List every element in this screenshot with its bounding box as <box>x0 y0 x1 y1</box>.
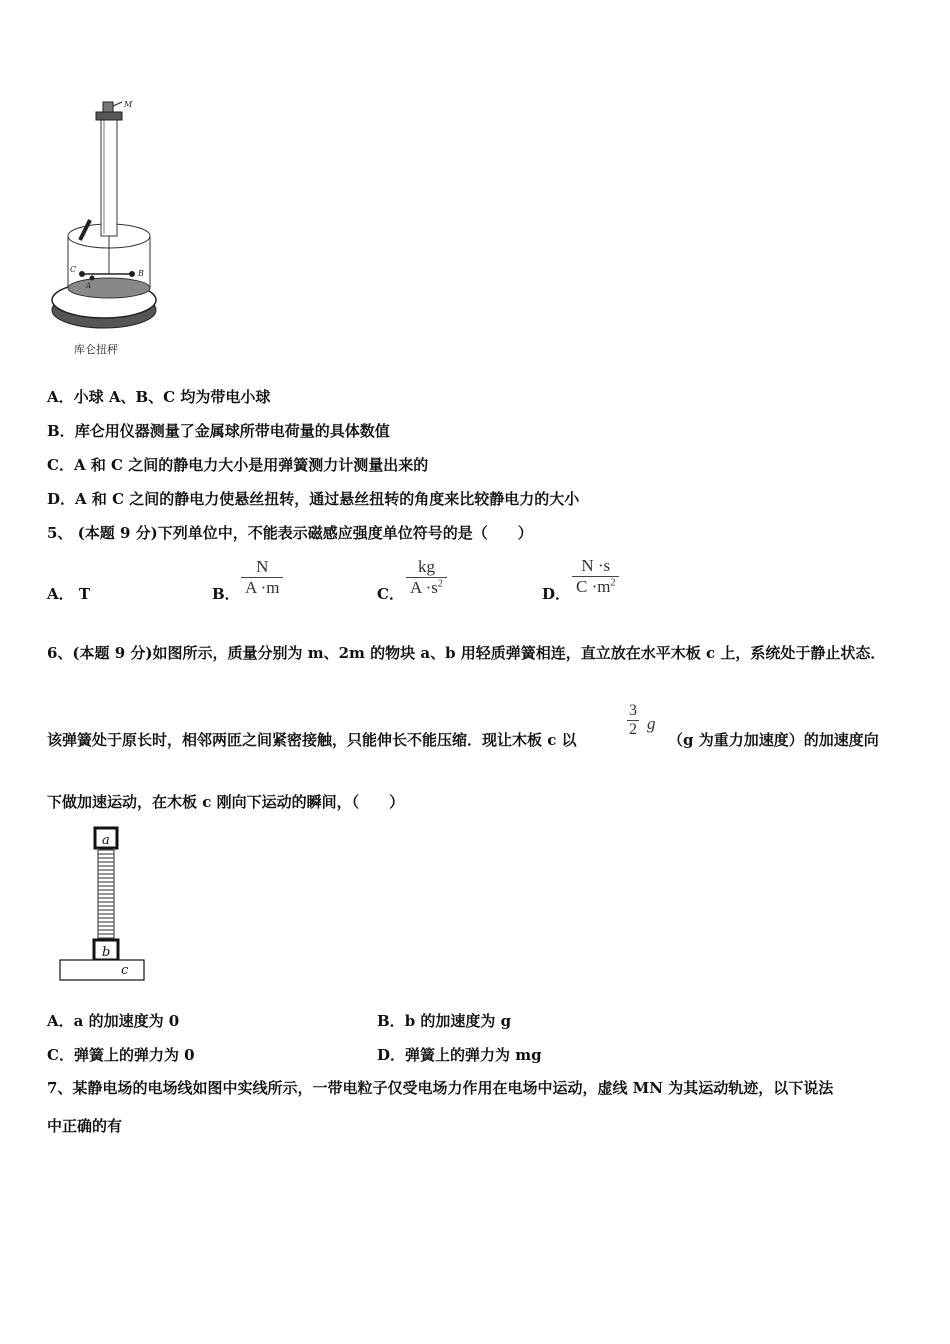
q6-option-d: D．弹簧上的弹力为 mg <box>377 1046 542 1064</box>
q6-option-c: C．弹簧上的弹力为 0 <box>47 1046 195 1064</box>
fig-label-b: b <box>102 945 111 960</box>
figure1-caption: 库仑扭秤 <box>74 343 118 356</box>
label-B: B <box>138 269 144 278</box>
label-M: M <box>124 100 133 109</box>
q6-line2-before: 该弹簧处于原长时，相邻两匝之间紧密接触，只能伸长不能压缩．现让木板 c 以 <box>47 731 577 749</box>
fig-label-a: a <box>102 833 110 848</box>
board-c <box>60 960 144 980</box>
q4-option-c: C．A 和 C 之间的静电力大小是用弹簧测力计测量出来的 <box>47 456 429 474</box>
q5-option-d-fraction: N ·s $C \cdot m^2$ <box>572 556 619 597</box>
q4-option-a: A．小球 A、B、C 均为带电小球 <box>47 388 271 406</box>
spring <box>98 848 114 940</box>
q6-option-a: A．a 的加速度为 0 <box>47 1012 180 1030</box>
q7-line2: 中正确的有 <box>47 1117 123 1135</box>
q5-option-c-fraction: kg $A \cdot s^2$ <box>406 557 447 598</box>
q6-fraction-g: g <box>647 714 656 733</box>
q5-stem: 5、 (本题 9 分)下列单位中，不能表示磁感应强度单位符号的是（ ） <box>47 524 533 542</box>
torsion-balance-figure <box>46 98 166 360</box>
suspension-tube <box>101 118 117 236</box>
q6-option-b: B．b 的加速度为 g <box>377 1012 512 1030</box>
q6-fraction: 3 2 <box>629 702 637 738</box>
q4-option-b: B．库仑用仪器测量了金属球所带电荷量的具体数值 <box>47 422 390 440</box>
q6-line2-after: （g 为重力加速度）的加速度向 <box>668 731 879 749</box>
fig-label-c: c <box>121 963 129 978</box>
q5-option-b-label: B． <box>212 585 240 603</box>
label-C: C <box>70 265 77 274</box>
spring-blocks-figure <box>58 826 148 982</box>
q5-option-a: A． T <box>47 585 91 603</box>
q6-line3: 下做加速运动，在木板 c 刚向下运动的瞬间，（ ） <box>47 793 405 811</box>
label-A: A <box>86 282 92 290</box>
q7-line1: 7、某静电场的电场线如图中实线所示，一带电粒子仅受电场力作用在电场中运动，虚线 MN 为其运动轨迹，以下说法 <box>47 1079 834 1097</box>
q4-option-d: D．A 和 C 之间的静电力使悬丝扭转，通过悬丝扭转的角度来比较静电力的大小 <box>47 490 580 508</box>
q5-option-d-label: D． <box>542 585 571 603</box>
q5-option-b-fraction: N A ·m <box>241 557 283 598</box>
q5-option-c-label: C． <box>377 585 404 603</box>
q6-line1: 6、(本题 9 分)如图所示，质量分别为 m、2m 的物块 a、b 用轻质弹簧相连，直立放在水平木板 c 上，系统处于静止状态． <box>47 644 886 662</box>
